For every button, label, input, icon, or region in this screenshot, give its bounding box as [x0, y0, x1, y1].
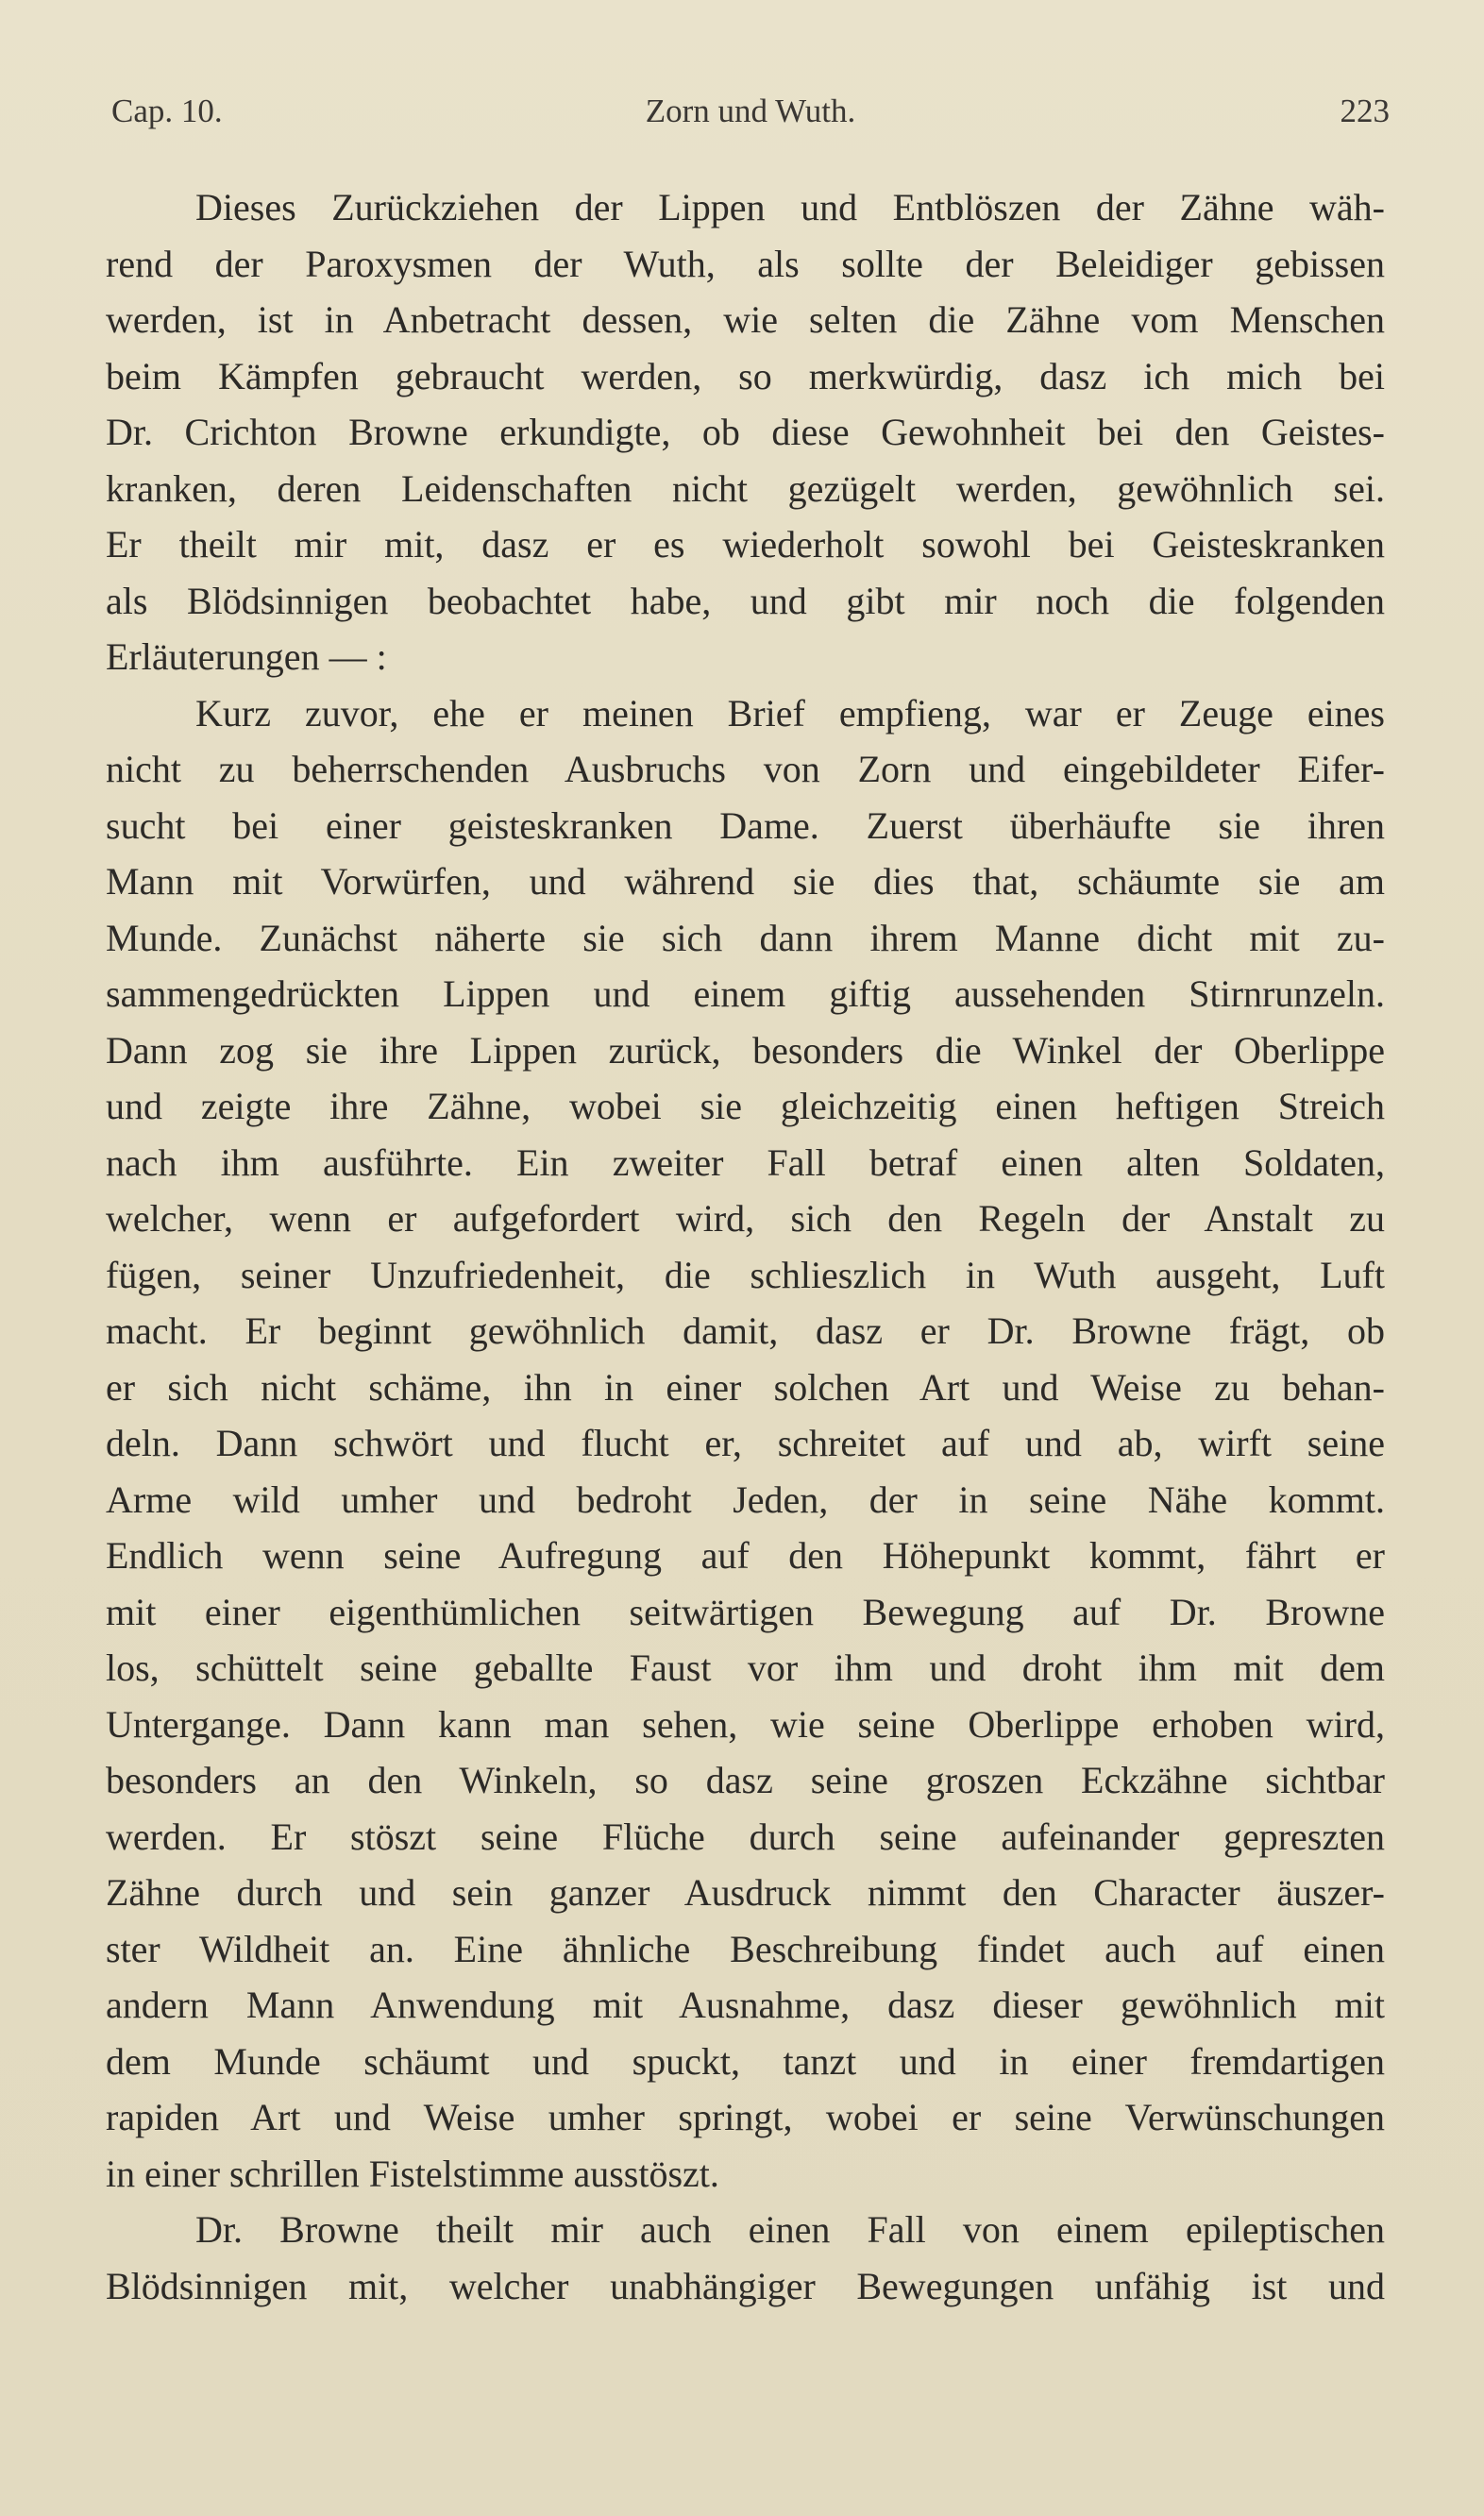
- text-line: Untergange. Dann kann man sehen, wie seine Oberlippe erhoben wird,: [106, 1702, 1385, 1746]
- text-line: deln. Dann schwört und flucht er, schreitet auf und ab, wirft seine: [106, 1422, 1385, 1464]
- body-text: [106, 179, 1385, 2314]
- text-line: nicht zu beherrschenden Ausbruchs von Zorn und eingebildeter Eifer-: [106, 748, 1385, 790]
- text-line: los, schüttelt seine geballte Faust vor ihm und droht ihm mit dem: [106, 1646, 1385, 1689]
- text-line: Kurz zuvor, ehe er meinen Brief empfieng, war er Zeuge eines: [195, 691, 1385, 735]
- text-line: Zähne durch und sein ganzer Ausdruck nimmt den Character äuszer-: [106, 1871, 1385, 1914]
- text-line: werden. Er stöszt seine Flüche durch seine aufeinander gepreszten: [106, 1815, 1385, 1858]
- text-line: besonders an den Winkeln, so dasz seine groszen Eckzähne sichtbar: [106, 1759, 1385, 1801]
- text-line: Er theilt mir mit, dasz er es wiederholt sowohl bei Geisteskranken: [106, 523, 1385, 566]
- chapter-label: Cap. 10.: [111, 93, 223, 129]
- text-line: welcher, wenn er aufgefordert wird, sich den Regeln der Anstalt zu: [106, 1197, 1385, 1240]
- text-line: macht. Er beginnt gewöhnlich damit, dasz er Dr. Browne frägt, ob: [106, 1309, 1385, 1352]
- text-line: er sich nicht schäme, ihn in einer solchen Art und Weise zu behan-: [106, 1365, 1385, 1409]
- text-line: rapiden Art und Weise umher springt, wobei er seine Verwünschungen: [106, 2096, 1385, 2138]
- text-line: und zeigte ihre Zähne, wobei sie gleichzeitig einen heftigen Streich: [106, 1085, 1385, 1127]
- text-line: rend der Paroxysmen der Wuth, als sollte der Beleidiger gebissen: [106, 242, 1385, 285]
- text-line: Erläuterungen — :: [106, 635, 387, 678]
- text-line: beim Kämpfen gebraucht werden, so merkwürdig, dasz ich mich bei: [106, 354, 1385, 397]
- text-line: ster Wildheit an. Eine ähnliche Beschreibung findet auch auf einen: [106, 1927, 1385, 1970]
- text-line: Munde. Zunächst näherte sie sich dann ihrem Manne dicht mit zu-: [106, 916, 1385, 959]
- text-line: sammengedrückten Lippen und einem giftig aussehenden Stirnrunzeln.: [106, 972, 1385, 1015]
- text-line: Dr. Browne theilt mir auch einen Fall von einem epileptischen: [195, 2208, 1385, 2251]
- text-line: fügen, seiner Unzufriedenheit, die schlieszlich in Wuth ausgeht, Luft: [106, 1253, 1385, 1296]
- text-line: andern Mann Anwendung mit Ausnahme, dasz dieser gewöhnlich mit: [106, 1984, 1385, 2026]
- text-line: Dann zog sie ihre Lippen zurück, besonders die Winkel der Oberlippe: [106, 1028, 1385, 1072]
- page-number: 223: [1340, 93, 1390, 129]
- text-line: in einer schrillen Fistelstimme ausstöszt.: [106, 2152, 719, 2195]
- text-line: Dr. Crichton Browne erkundigte, ob diese Gewohnheit bei den Geistes-: [106, 411, 1385, 453]
- text-line: Dieses Zurückziehen der Lippen und Entblöszen der Zähne wäh-: [195, 186, 1385, 228]
- text-line: Endlich wenn seine Aufregung auf den Höhepunkt kommt, fährt er: [106, 1534, 1385, 1577]
- text-line: Arme wild umher und bedroht Jeden, der in seine Nähe kommt.: [106, 1478, 1385, 1521]
- running-head: [111, 93, 1390, 140]
- text-line: dem Munde schäumt und spuckt, tanzt und in einer fremdartigen: [106, 2039, 1385, 2083]
- text-line: Mann mit Vorwürfen, und während sie dies that, schäumte sie am: [106, 860, 1385, 903]
- text-line: Blödsinnigen mit, welcher unabhängiger Bewegungen unfähig ist und: [106, 2264, 1385, 2307]
- text-line: kranken, deren Leidenschaften nicht gezügelt werden, gewöhnlich sei.: [106, 466, 1385, 510]
- text-line: als Blödsinnigen beobachtet habe, und gibt mir noch die folgenden: [106, 579, 1385, 622]
- text-line: sucht bei einer geisteskranken Dame. Zuerst überhäufte sie ihren: [106, 803, 1385, 847]
- text-line: mit einer eigenthümlichen seitwärtigen Bewegung auf Dr. Browne: [106, 1590, 1385, 1633]
- text-line: werden, ist in Anbetracht dessen, wie selten die Zähne vom Menschen: [106, 298, 1385, 341]
- page-title: Zorn und Wuth.: [645, 93, 856, 129]
- text-line: nach ihm ausführte. Ein zweiter Fall betraf einen alten Soldaten,: [106, 1140, 1385, 1184]
